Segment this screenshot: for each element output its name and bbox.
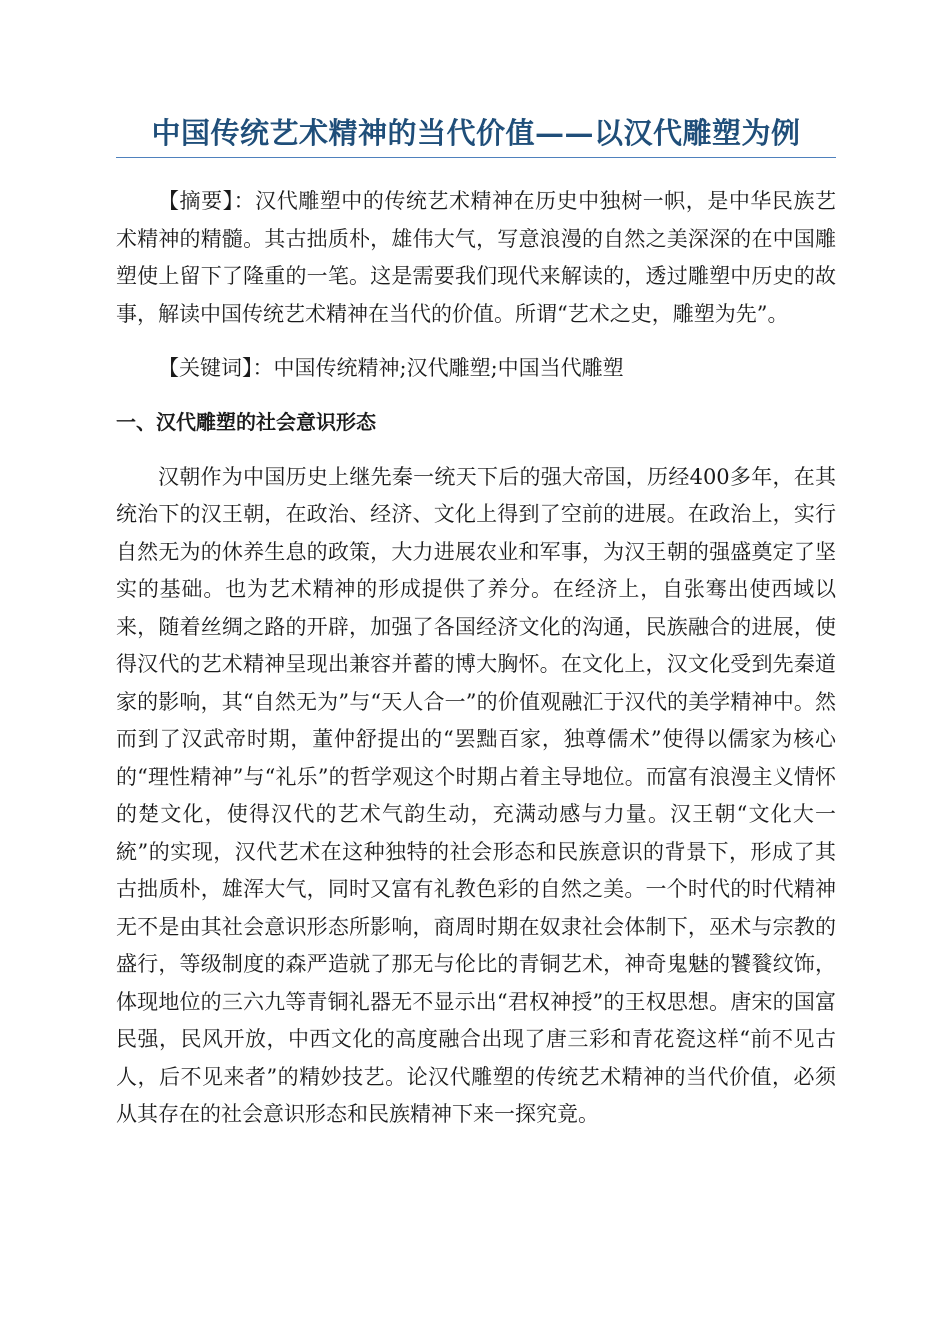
- abstract-paragraph: 【摘要】：汉代雕塑中的传统艺术精神在历史中独树一帜，是中华民族艺术精神的精髓。其古拙质朴，雄伟大气，写意浪漫的自然之美深深的在中国雕塑使上留下了隆重的一笔。这是需要我们现代来解读的，透过雕塑中历史的故事，解读中国传统艺术精神在当代的价值。所谓“艺术之史，雕塑为先”。: [116, 189, 836, 326]
- body-paragraph: 汉朝作为中国历史上继先秦一统天下后的强大帝国，历经400多年，在其统治下的汉王朝，在政治、经济、文化上得到了空前的进展。在政治上，实行自然无为的休养生息的政策，大力进展农业和军事，为汉王朝的强盛奠定了坚实的基础。也为艺术精神的形成提供了养分。在经济上，自张骞出使西域以来，随着丝绸之路的开辟，加强了各国经济文化的沟通，民族融合的进展，使得汉代的艺术精神呈现出兼容并蓄的博大胸怀。在文化上，汉文化受到先秦道家的影响，其“自然无为”与“天人合一”的价值观融汇于汉代的美学精神中。然而到了汉武帝时期，董仲舒提出的“罢黜百家，独尊儒术”使得以儒家为核心的“理性精神”与“礼乐”的哲学观这个时期占着主导地位。而富有浪漫主义情怀的楚文化，使得汉代的艺术气韵生动，充满动感与力量。汉王朝“文化大一統”的实现，汉代艺术在这种独特的社会形态和民族意识的背景下，形成了其古拙质朴，雄浑大气，同时又富有礼教色彩的自然之美。一个时代的时代精神无不是由其社会意识形态所影响，商周时期在奴隶社会体制下，巫术与宗教的盛行，等级制度的森严造就了那无与伦比的青铜艺术，神奇鬼魅的饕餮纹饰，体现地位的三六九等青铜礼器无不显示出“君权神授”的王权思想。唐宋的国富民强，民风开放，中西文化的高度融合出现了唐三彩和青花瓷这样“前不见古人，后不见来者”的精妙技艺。论汉代雕塑的传统艺术精神的当代价值，必须从其存在的社会意识形态和民族精神下来一探究竟。: [116, 464, 836, 1126]
- section-heading: 一、汉代雕塑的社会意识形态: [116, 409, 376, 434]
- document-page: [116, 112, 836, 1134]
- keywords-paragraph: 【关键词】：中国传统精神;汉代雕塑;中国当代雕塑: [158, 356, 624, 380]
- document-title: 中国传统艺术精神的当代价值——以汉代雕塑为例: [116, 112, 836, 158]
